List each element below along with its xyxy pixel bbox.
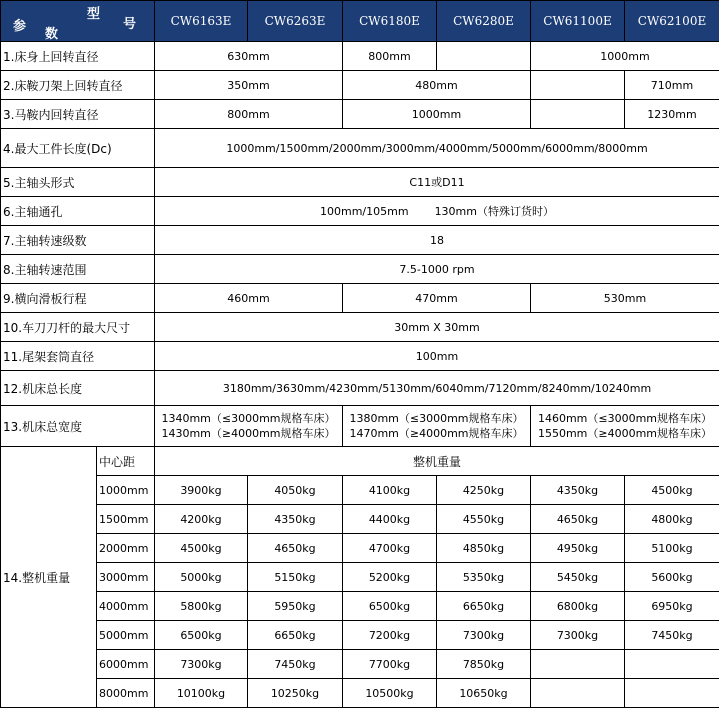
row-label: 3.马鞍内回转直径 bbox=[1, 100, 155, 129]
table-row bbox=[1, 100, 719, 129]
row-value: 480mm bbox=[343, 71, 531, 100]
table-row bbox=[1, 129, 719, 168]
weight-value: 5450kg bbox=[531, 563, 625, 592]
bore-special: 130mm（特殊订货时） bbox=[434, 205, 554, 218]
weight-value: 7300kg bbox=[437, 621, 531, 650]
weight-value: 7300kg bbox=[155, 650, 248, 679]
row-value: 100mm bbox=[155, 342, 719, 371]
table-row bbox=[1, 534, 719, 563]
weight-value: 7450kg bbox=[625, 621, 719, 650]
center-distance: 2000mm bbox=[97, 534, 155, 563]
row-value: 18 bbox=[155, 226, 719, 255]
table-row bbox=[1, 650, 719, 679]
row-label: 11.尾架套筒直径 bbox=[1, 342, 155, 371]
weight-value: 4200kg bbox=[155, 505, 248, 534]
corner-model-1: 型 bbox=[87, 7, 101, 22]
table-row bbox=[1, 313, 719, 342]
weight-title: 整机重量 bbox=[155, 447, 719, 476]
weight-value: 5600kg bbox=[625, 563, 719, 592]
model-header: CW6280E bbox=[437, 1, 531, 42]
row-value: 1000mm bbox=[531, 42, 719, 71]
model-header: CW6263E bbox=[248, 1, 343, 42]
corner-param-2: 数 bbox=[45, 27, 59, 42]
weight-value: 10500kg bbox=[343, 679, 437, 708]
weight-value: 5350kg bbox=[437, 563, 531, 592]
weight-value: 6500kg bbox=[343, 592, 437, 621]
row-label: 13.机床总宽度 bbox=[1, 406, 155, 447]
weight-value bbox=[625, 679, 719, 708]
center-distance: 1000mm bbox=[97, 476, 155, 505]
weight-value: 5200kg bbox=[343, 563, 437, 592]
row-label: 5.主轴头形式 bbox=[1, 168, 155, 197]
row-value: 350mm bbox=[155, 71, 343, 100]
weight-value bbox=[625, 650, 719, 679]
weight-value: 4650kg bbox=[248, 534, 343, 563]
table-row bbox=[1, 255, 719, 284]
row-value bbox=[437, 42, 531, 71]
table-row bbox=[1, 197, 719, 226]
row-value: 3180mm/3630mm/4230mm/5130mm/6040mm/7120mm/8240mm/10240mm bbox=[155, 371, 719, 406]
row-label: 10.车刀刀杆的最大尺寸 bbox=[1, 313, 155, 342]
weight-value: 10650kg bbox=[437, 679, 531, 708]
center-distance: 6000mm bbox=[97, 650, 155, 679]
table-row bbox=[1, 371, 719, 406]
table-row bbox=[1, 563, 719, 592]
width-cell bbox=[155, 406, 343, 447]
table-row bbox=[1, 505, 719, 534]
weight-value: 3900kg bbox=[155, 476, 248, 505]
table-row bbox=[1, 621, 719, 650]
row-label: 7.主轴转速级数 bbox=[1, 226, 155, 255]
row-value bbox=[531, 100, 625, 129]
weight-value: 6650kg bbox=[437, 592, 531, 621]
row-label: 4.最大工件长度(Dc) bbox=[1, 129, 155, 168]
weight-value: 5100kg bbox=[625, 534, 719, 563]
table-row bbox=[1, 284, 719, 313]
weight-value: 4500kg bbox=[155, 534, 248, 563]
width-cell bbox=[343, 406, 531, 447]
center-distance: 5000mm bbox=[97, 621, 155, 650]
weight-value: 6800kg bbox=[531, 592, 625, 621]
weight-value: 4400kg bbox=[343, 505, 437, 534]
row-value: 800mm bbox=[343, 42, 437, 71]
weight-value: 10100kg bbox=[155, 679, 248, 708]
corner-cell bbox=[1, 1, 155, 42]
table-row bbox=[1, 406, 719, 447]
weight-value: 4050kg bbox=[248, 476, 343, 505]
row-value: 800mm bbox=[155, 100, 343, 129]
header-row bbox=[1, 1, 719, 42]
weight-value bbox=[531, 679, 625, 708]
center-distance: 8000mm bbox=[97, 679, 155, 708]
weight-value: 7850kg bbox=[437, 650, 531, 679]
weight-value: 4350kg bbox=[531, 476, 625, 505]
table-row bbox=[1, 42, 719, 71]
weight-value: 10250kg bbox=[248, 679, 343, 708]
table-row bbox=[1, 592, 719, 621]
width-small: 1380mm（≤3000mm规格车床） bbox=[349, 412, 524, 425]
weight-value: 4100kg bbox=[343, 476, 437, 505]
row-value: 460mm bbox=[155, 284, 343, 313]
center-distance: 3000mm bbox=[97, 563, 155, 592]
model-header: CW6163E bbox=[155, 1, 248, 42]
center-distance: 4000mm bbox=[97, 592, 155, 621]
row-value: 1000mm/1500mm/2000mm/3000mm/4000mm/5000mm/6000mm/8000mm bbox=[155, 129, 719, 168]
weight-value: 5950kg bbox=[248, 592, 343, 621]
weight-value: 4500kg bbox=[625, 476, 719, 505]
row-label: 8.主轴转速范围 bbox=[1, 255, 155, 284]
table-row bbox=[1, 168, 719, 197]
model-header: CW62100E bbox=[625, 1, 719, 42]
weight-value: 6650kg bbox=[248, 621, 343, 650]
row-value bbox=[155, 197, 719, 226]
width-large: 1550mm（≥4000mm规格车床） bbox=[537, 427, 713, 440]
weight-value: 5800kg bbox=[155, 592, 248, 621]
weight-value: 7300kg bbox=[531, 621, 625, 650]
weight-value: 6500kg bbox=[155, 621, 248, 650]
weight-value: 7700kg bbox=[343, 650, 437, 679]
center-distance: 1500mm bbox=[97, 505, 155, 534]
row-value: 1000mm bbox=[343, 100, 531, 129]
row-value: 470mm bbox=[343, 284, 531, 313]
weight-value: 4250kg bbox=[437, 476, 531, 505]
weight-value: 4350kg bbox=[248, 505, 343, 534]
row-value: 630mm bbox=[155, 42, 343, 71]
weight-label: 14.整机重量 bbox=[1, 447, 97, 708]
table-row bbox=[1, 71, 719, 100]
row-label: 12.机床总长度 bbox=[1, 371, 155, 406]
width-small: 1460mm（≤3000mm规格车床） bbox=[537, 412, 713, 425]
weight-value: 7450kg bbox=[248, 650, 343, 679]
weight-value: 6950kg bbox=[625, 592, 719, 621]
weight-value: 4650kg bbox=[531, 505, 625, 534]
row-label: 6.主轴通孔 bbox=[1, 197, 155, 226]
weight-value: 5150kg bbox=[248, 563, 343, 592]
table-row bbox=[1, 226, 719, 255]
row-value bbox=[531, 71, 625, 100]
corner-model-2: 号 bbox=[123, 17, 137, 32]
bore-standard: 100mm/105mm bbox=[320, 205, 409, 218]
weight-value: 4850kg bbox=[437, 534, 531, 563]
row-value: 710mm bbox=[625, 71, 719, 100]
row-value: 30mm X 30mm bbox=[155, 313, 719, 342]
corner-param-1: 参 bbox=[13, 19, 27, 34]
width-large: 1470mm（≥4000mm规格车床） bbox=[349, 427, 524, 440]
weight-head-row bbox=[1, 447, 719, 476]
row-label: 1.床身上回转直径 bbox=[1, 42, 155, 71]
model-header: CW6180E bbox=[343, 1, 437, 42]
table-row bbox=[1, 679, 719, 708]
weight-value: 5000kg bbox=[155, 563, 248, 592]
weight-value: 4550kg bbox=[437, 505, 531, 534]
center-distance-label: 中心距 bbox=[97, 447, 155, 476]
width-small: 1340mm（≤3000mm规格车床） bbox=[161, 412, 336, 425]
weight-value: 7200kg bbox=[343, 621, 437, 650]
row-value: C11或D11 bbox=[155, 168, 719, 197]
width-cell bbox=[531, 406, 719, 447]
row-label: 9.横向滑板行程 bbox=[1, 284, 155, 313]
row-value: 1230mm bbox=[625, 100, 719, 129]
model-header: CW61100E bbox=[531, 1, 625, 42]
width-large: 1430mm（≥4000mm规格车床） bbox=[161, 427, 336, 440]
row-value: 530mm bbox=[531, 284, 719, 313]
weight-value: 4950kg bbox=[531, 534, 625, 563]
weight-value: 4800kg bbox=[625, 505, 719, 534]
weight-value bbox=[531, 650, 625, 679]
row-label: 2.床鞍刀架上回转直径 bbox=[1, 71, 155, 100]
table-row bbox=[1, 342, 719, 371]
weight-value: 4700kg bbox=[343, 534, 437, 563]
table-row bbox=[1, 476, 719, 505]
row-value: 7.5-1000 rpm bbox=[155, 255, 719, 284]
